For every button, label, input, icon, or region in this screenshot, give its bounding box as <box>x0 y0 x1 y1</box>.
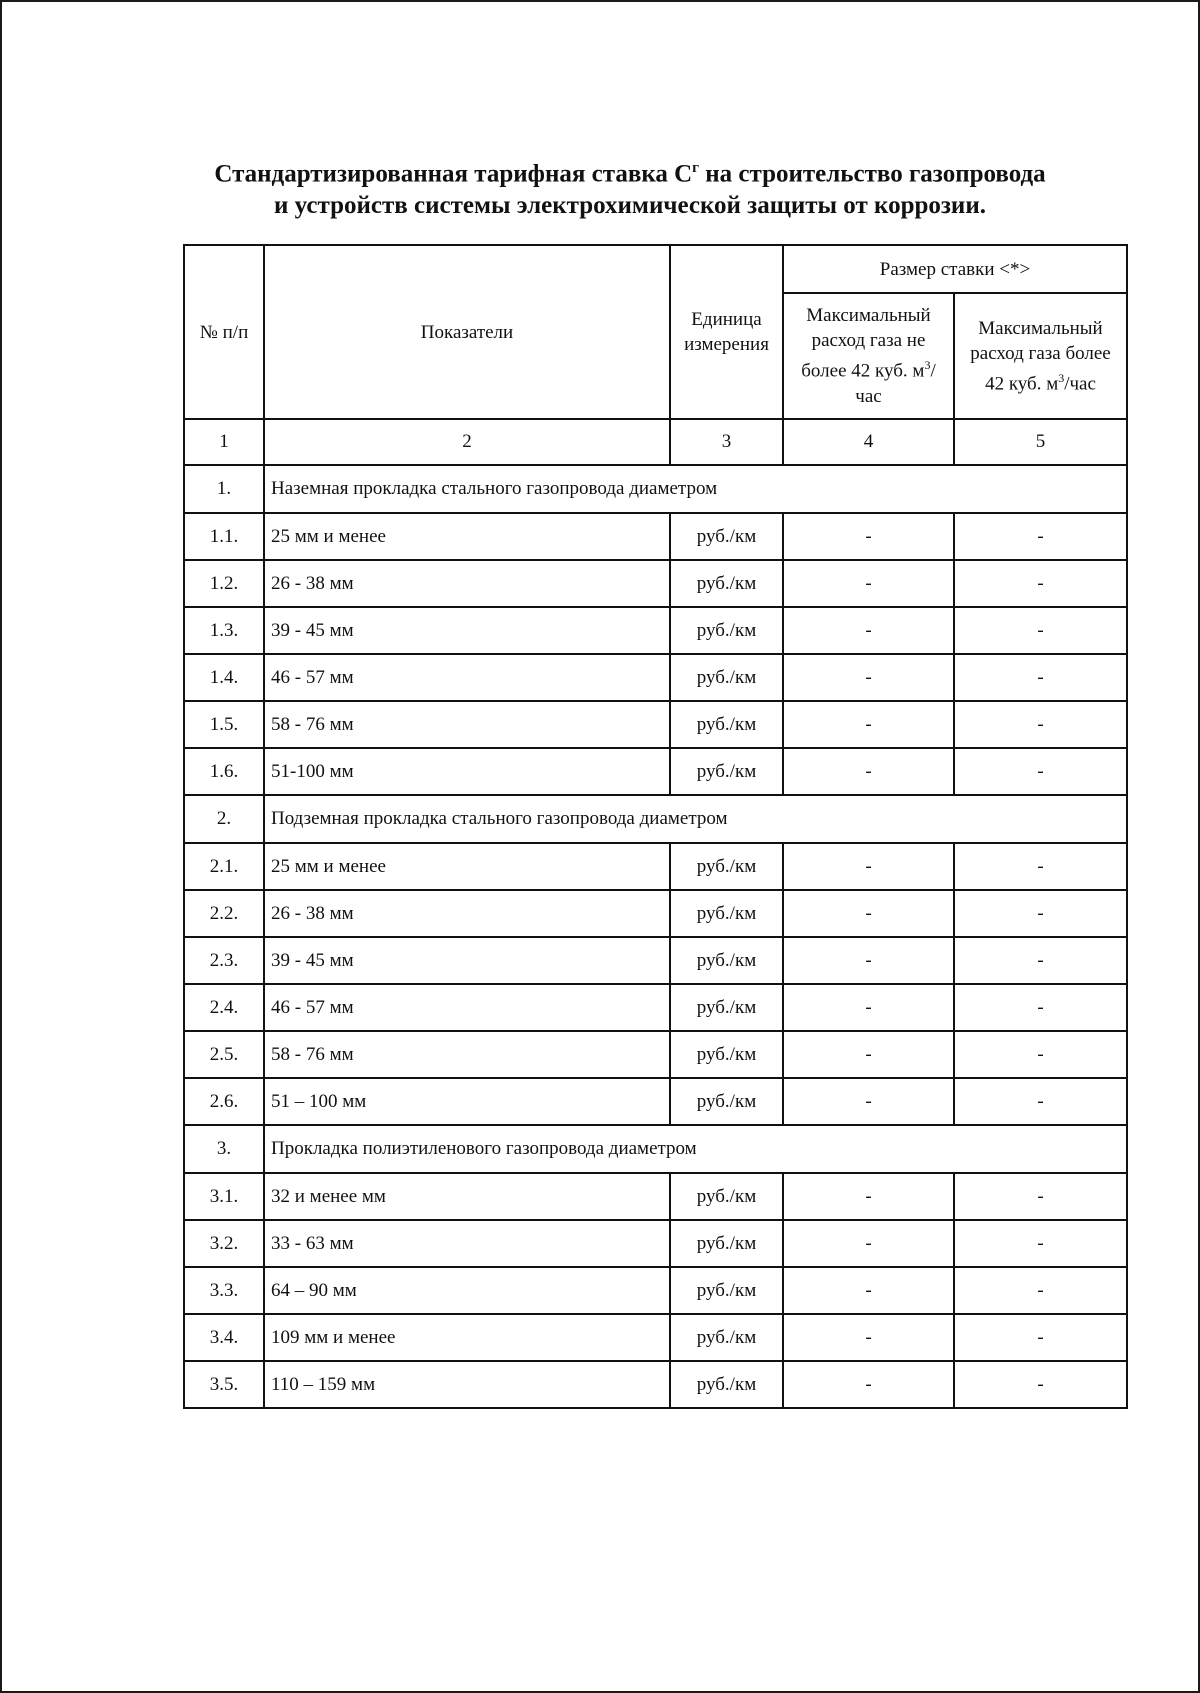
section-row <box>184 465 1127 513</box>
row-number: 3.2. <box>184 1220 264 1267</box>
row-indicator: 58 - 76 мм <box>264 701 670 748</box>
header-text: /час <box>855 360 936 407</box>
row-unit: руб./км <box>670 1267 783 1314</box>
header-col5 <box>954 293 1127 419</box>
row-rate-over-42: - <box>954 1031 1127 1078</box>
row-rate-over-42: - <box>954 607 1127 654</box>
tariff-table <box>183 244 1128 1409</box>
row-indicator: 32 и менее мм <box>264 1173 670 1220</box>
column-number: 5 <box>954 419 1127 465</box>
header-row <box>184 245 1127 293</box>
row-rate-over-42: - <box>954 890 1127 937</box>
row-number: 2.1. <box>184 843 264 890</box>
table-row <box>184 1173 1127 1220</box>
row-unit: руб./км <box>670 607 783 654</box>
row-number: 1.6. <box>184 748 264 795</box>
table-row <box>184 513 1127 560</box>
row-rate-over-42: - <box>954 654 1127 701</box>
row-unit: руб./км <box>670 1220 783 1267</box>
row-unit: руб./км <box>670 748 783 795</box>
row-rate-up-to-42: - <box>783 1314 954 1361</box>
row-indicator: 46 - 57 мм <box>264 654 670 701</box>
row-unit: руб./км <box>670 654 783 701</box>
section-number: 2. <box>184 795 264 843</box>
row-rate-up-to-42: - <box>783 890 954 937</box>
row-rate-over-42: - <box>954 1361 1127 1408</box>
column-number: 3 <box>670 419 783 465</box>
table-row <box>184 984 1127 1031</box>
row-number: 3.1. <box>184 1173 264 1220</box>
header-unit: Единица измерения <box>670 245 783 419</box>
row-indicator: 39 - 45 мм <box>264 937 670 984</box>
title-line-2: и устройств системы электрохимической защиты от коррозии. <box>274 192 986 220</box>
row-rate-over-42: - <box>954 513 1127 560</box>
table-body <box>184 465 1127 1408</box>
title-text: Стандартизированная тарифная ставка С <box>214 160 693 188</box>
row-number: 2.2. <box>184 890 264 937</box>
row-number: 2.3. <box>184 937 264 984</box>
row-unit: руб./км <box>670 701 783 748</box>
section-title: Подземная прокладка стального газопровода диаметром <box>264 795 1127 843</box>
column-number-row <box>184 419 1127 465</box>
row-unit: руб./км <box>670 1031 783 1078</box>
column-number: 2 <box>264 419 670 465</box>
row-indicator: 26 - 38 мм <box>264 890 670 937</box>
row-rate-up-to-42: - <box>783 654 954 701</box>
row-unit: руб./км <box>670 560 783 607</box>
row-rate-up-to-42: - <box>783 607 954 654</box>
row-number: 2.6. <box>184 1078 264 1125</box>
row-number: 1.1. <box>184 513 264 560</box>
row-indicator: 25 мм и менее <box>264 513 670 560</box>
row-rate-up-to-42: - <box>783 1361 954 1408</box>
row-unit: руб./км <box>670 1361 783 1408</box>
row-number: 2.5. <box>184 1031 264 1078</box>
header-rate-group: Размер ставки <*> <box>783 245 1127 293</box>
row-rate-over-42: - <box>954 843 1127 890</box>
header-superscript: 3 <box>1058 370 1065 385</box>
row-rate-up-to-42: - <box>783 1267 954 1314</box>
title-text: на строительство газопровода <box>698 160 1046 188</box>
title-line-1 <box>150 152 1110 190</box>
table-row <box>184 843 1127 890</box>
table-row <box>184 1361 1127 1408</box>
row-rate-over-42: - <box>954 560 1127 607</box>
document-title <box>150 152 1110 222</box>
row-indicator: 58 - 76 мм <box>264 1031 670 1078</box>
row-number: 1.4. <box>184 654 264 701</box>
title-superscript: г <box>692 160 699 176</box>
row-rate-over-42: - <box>954 701 1127 748</box>
table-row <box>184 560 1127 607</box>
row-rate-up-to-42: - <box>783 748 954 795</box>
table-row <box>184 1314 1127 1361</box>
row-indicator: 26 - 38 мм <box>264 560 670 607</box>
row-unit: руб./км <box>670 513 783 560</box>
table-row <box>184 1031 1127 1078</box>
table-row <box>184 748 1127 795</box>
row-rate-up-to-42: - <box>783 984 954 1031</box>
row-rate-up-to-42: - <box>783 937 954 984</box>
row-unit: руб./км <box>670 1314 783 1361</box>
header-indicators: Показатели <box>264 245 670 419</box>
row-unit: руб./км <box>670 843 783 890</box>
header-text: Максимальный расход газа не более 42 куб. м <box>801 305 931 382</box>
row-unit: руб./км <box>670 984 783 1031</box>
row-rate-up-to-42: - <box>783 1220 954 1267</box>
table-row <box>184 701 1127 748</box>
row-rate-over-42: - <box>954 984 1127 1031</box>
table-row <box>184 607 1127 654</box>
header-text: /час <box>1064 373 1096 395</box>
section-number: 1. <box>184 465 264 513</box>
table-row <box>184 1220 1127 1267</box>
row-unit: руб./км <box>670 890 783 937</box>
row-indicator: 110 – 159 мм <box>264 1361 670 1408</box>
column-number: 4 <box>783 419 954 465</box>
row-number: 1.3. <box>184 607 264 654</box>
table-row <box>184 890 1127 937</box>
section-row <box>184 795 1127 843</box>
row-rate-over-42: - <box>954 748 1127 795</box>
row-number: 3.4. <box>184 1314 264 1361</box>
row-indicator: 109 мм и менее <box>264 1314 670 1361</box>
row-rate-over-42: - <box>954 937 1127 984</box>
row-number: 1.5. <box>184 701 264 748</box>
row-rate-over-42: - <box>954 1314 1127 1361</box>
row-indicator: 46 - 57 мм <box>264 984 670 1031</box>
row-rate-up-to-42: - <box>783 1078 954 1125</box>
section-number: 3. <box>184 1125 264 1173</box>
row-indicator: 64 – 90 мм <box>264 1267 670 1314</box>
header-number: № п/п <box>184 245 264 419</box>
row-unit: руб./км <box>670 1078 783 1125</box>
row-rate-over-42: - <box>954 1078 1127 1125</box>
table-row <box>184 937 1127 984</box>
row-rate-up-to-42: - <box>783 701 954 748</box>
row-rate-up-to-42: - <box>783 843 954 890</box>
row-rate-up-to-42: - <box>783 513 954 560</box>
row-indicator: 51-100 мм <box>264 748 670 795</box>
header-col4 <box>783 293 954 419</box>
row-indicator: 25 мм и менее <box>264 843 670 890</box>
row-rate-over-42: - <box>954 1173 1127 1220</box>
row-indicator: 51 – 100 мм <box>264 1078 670 1125</box>
column-number: 1 <box>184 419 264 465</box>
row-number: 1.2. <box>184 560 264 607</box>
row-unit: руб./км <box>670 937 783 984</box>
row-rate-up-to-42: - <box>783 1031 954 1078</box>
table-row <box>184 654 1127 701</box>
row-rate-over-42: - <box>954 1220 1127 1267</box>
row-unit: руб./км <box>670 1173 783 1220</box>
table-row <box>184 1267 1127 1314</box>
section-title: Наземная прокладка стального газопровода диаметром <box>264 465 1127 513</box>
header-text: Максимальный расход газа более 42 куб. м <box>970 317 1111 395</box>
section-row <box>184 1125 1127 1173</box>
table-row <box>184 1078 1127 1125</box>
row-rate-up-to-42: - <box>783 1173 954 1220</box>
row-number: 3.3. <box>184 1267 264 1314</box>
row-number: 2.4. <box>184 984 264 1031</box>
row-indicator: 39 - 45 мм <box>264 607 670 654</box>
row-indicator: 33 - 63 мм <box>264 1220 670 1267</box>
row-number: 3.5. <box>184 1361 264 1408</box>
row-rate-up-to-42: - <box>783 560 954 607</box>
row-rate-over-42: - <box>954 1267 1127 1314</box>
section-title: Прокладка полиэтиленового газопровода диаметром <box>264 1125 1127 1173</box>
header-superscript: 3 <box>924 358 931 373</box>
